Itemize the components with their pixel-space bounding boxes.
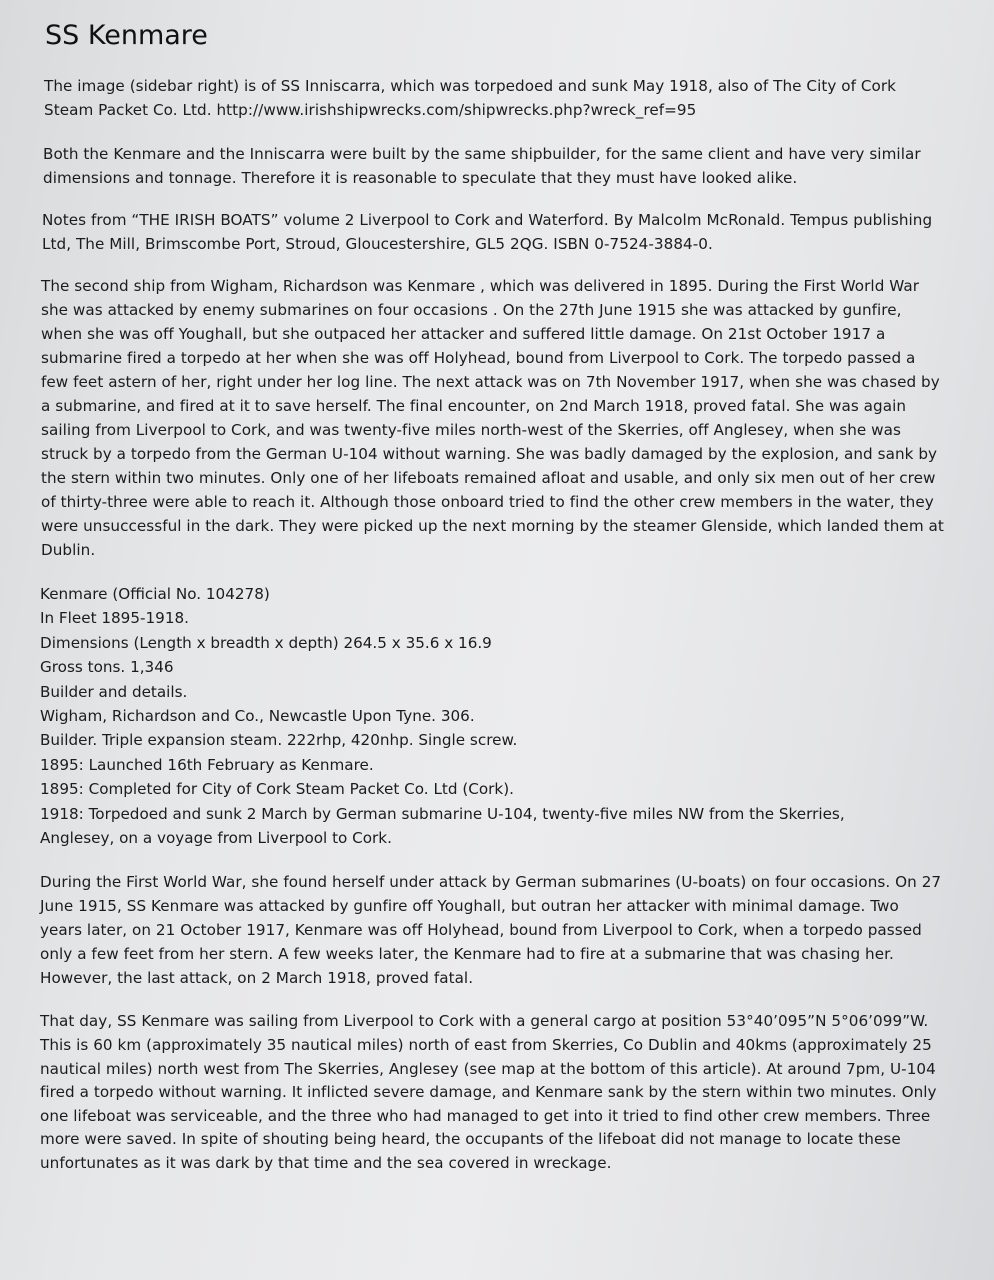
detail-line: Builder and details. [40, 682, 188, 701]
detail-line: Anglesey, on a voyage from Liverpool to Cork. [40, 829, 392, 848]
detail-line: Dimensions (Length x breadth x depth) 264.5 x 35.6 x 16.9 [40, 633, 492, 652]
detail-line: Gross tons. 1,346 [40, 658, 174, 677]
detail-line: In Fleet 1895-1918. [40, 609, 189, 628]
source-note-paragraph: Notes from “THE IRISH BOATS” volume 2 Liverpool to Cork and Waterford. By Malcolm McRonald. Tempus publishing Ltd, The Mill, Brimscombe Port, Stroud, Gloucestershire, GL5 2QG. ISBN 0-7524-3884-0. [42, 211, 933, 253]
builder-note-paragraph: Both the Kenmare and the Inniscarra were built by the same shipbuilder, for the same client and have very similar dimensions and tonnage. Therefore it is reasonable to speculate that they must have looked alike. [43, 145, 921, 187]
detail-line: 1895: Launched 16th February as Kenmare. [40, 755, 374, 774]
detail-line: 1895: Completed for City of Cork Steam Packet Co. Ltd (Cork). [40, 780, 514, 799]
detail-line: 1918: Torpedoed and sunk 2 March by German submarine U-104, twenty-five miles NW from the Skerries, [40, 804, 845, 823]
history-paragraph: The second ship from Wigham, Richardson was Kenmare , which was delivered in 1895. During the First World War she was attacked by enemy submarines on four occasions . On the 27th June 1915 she was attacked by gunfire, when she was off Youghall, but she outpaced her attacker and suffered little damage. On 21st October 1917 a submarine fired a torpedo at her when she was off Holyhead, bound from Liverpool to Cork. The torpedo passed a few feet astern of her, right under her log line. The next attack was on 7th November 1917, when she was chased by a submarine, and fired at it to save herself. The final encounter, on 2nd March 1918, proved fatal. She was again sailing from Liverpool to Cork, and was twenty-five miles north-west of the Skerries, off Anglesey, when she was struck by a torpedo from the German U-104 without warning. She was badly damaged by the explosion, and sank by the stern within two minutes. Only one of her lifeboats remained afloat and usable, and only six men out of her crew of thirty-three were able to reach it. Although those onboard tried to find the other crew members in the water, they were unsuccessful in the dark. They were picked up the next morning by the steamer Glenside, which landed them at Dublin. [41, 277, 944, 559]
page-title: SS Kenmare [45, 20, 208, 51]
detail-line: Builder. Triple expansion steam. 222rhp, 420nhp. Single screw. [40, 731, 518, 750]
war-summary-paragraph: During the First World War, she found herself under attack by German submarines (U-boats) on four occasions. On 27 June 1915, SS Kenmare was attacked by gunfire off Youghall, but outran her attacker with minimal damage. Two years later, on 21 October 1917, Kenmare was off Holyhead, bound from Liverpool to Cork, when a torpedo passed only a few feet from her stern. A few weeks later, the Kenmare had to fire at a submarine that was chasing her. However, the last attack, on 2 March 1918, proved fatal. [40, 873, 942, 988]
final-day-paragraph: That day, SS Kenmare was sailing from Liverpool to Cork with a general cargo at position 53°40’095”N 5°06’099”W. This is 60 km (approximately 35 nautical miles) north of east from Skerries, Co Dublin and 40kms (approximately 25 nautical miles) north west from The Skerries, Anglesey (see map at the bottom of this article). At around 7pm, U-104 fired a torpedo without warning. It inflicted severe damage, and Kenmare sank by the stern within two minutes. Only one lifeboat was serviceable, and the three who had managed to get into it tried to find other crew members. Three more were saved. In spite of shouting being heard, the occupants of the lifeboat did not manage to locate these unfortunates as it was dark by that time and the sea covered in wreckage. [40, 1012, 937, 1173]
detail-line: Wigham, Richardson and Co., Newcastle Upon Tyne. 306. [40, 707, 475, 726]
detail-line: Kenmare (Official No. 104278) [40, 585, 270, 603]
ship-details-list [40, 582, 944, 850]
intro-paragraph: The image (sidebar right) is of SS Inniscarra, which was torpedoed and sunk May 1918, also of The City of Cork Steam Packet Co. Ltd. http://www.irishshipwrecks.com/shipwrecks.php?wreck_ref=95 [44, 77, 897, 119]
